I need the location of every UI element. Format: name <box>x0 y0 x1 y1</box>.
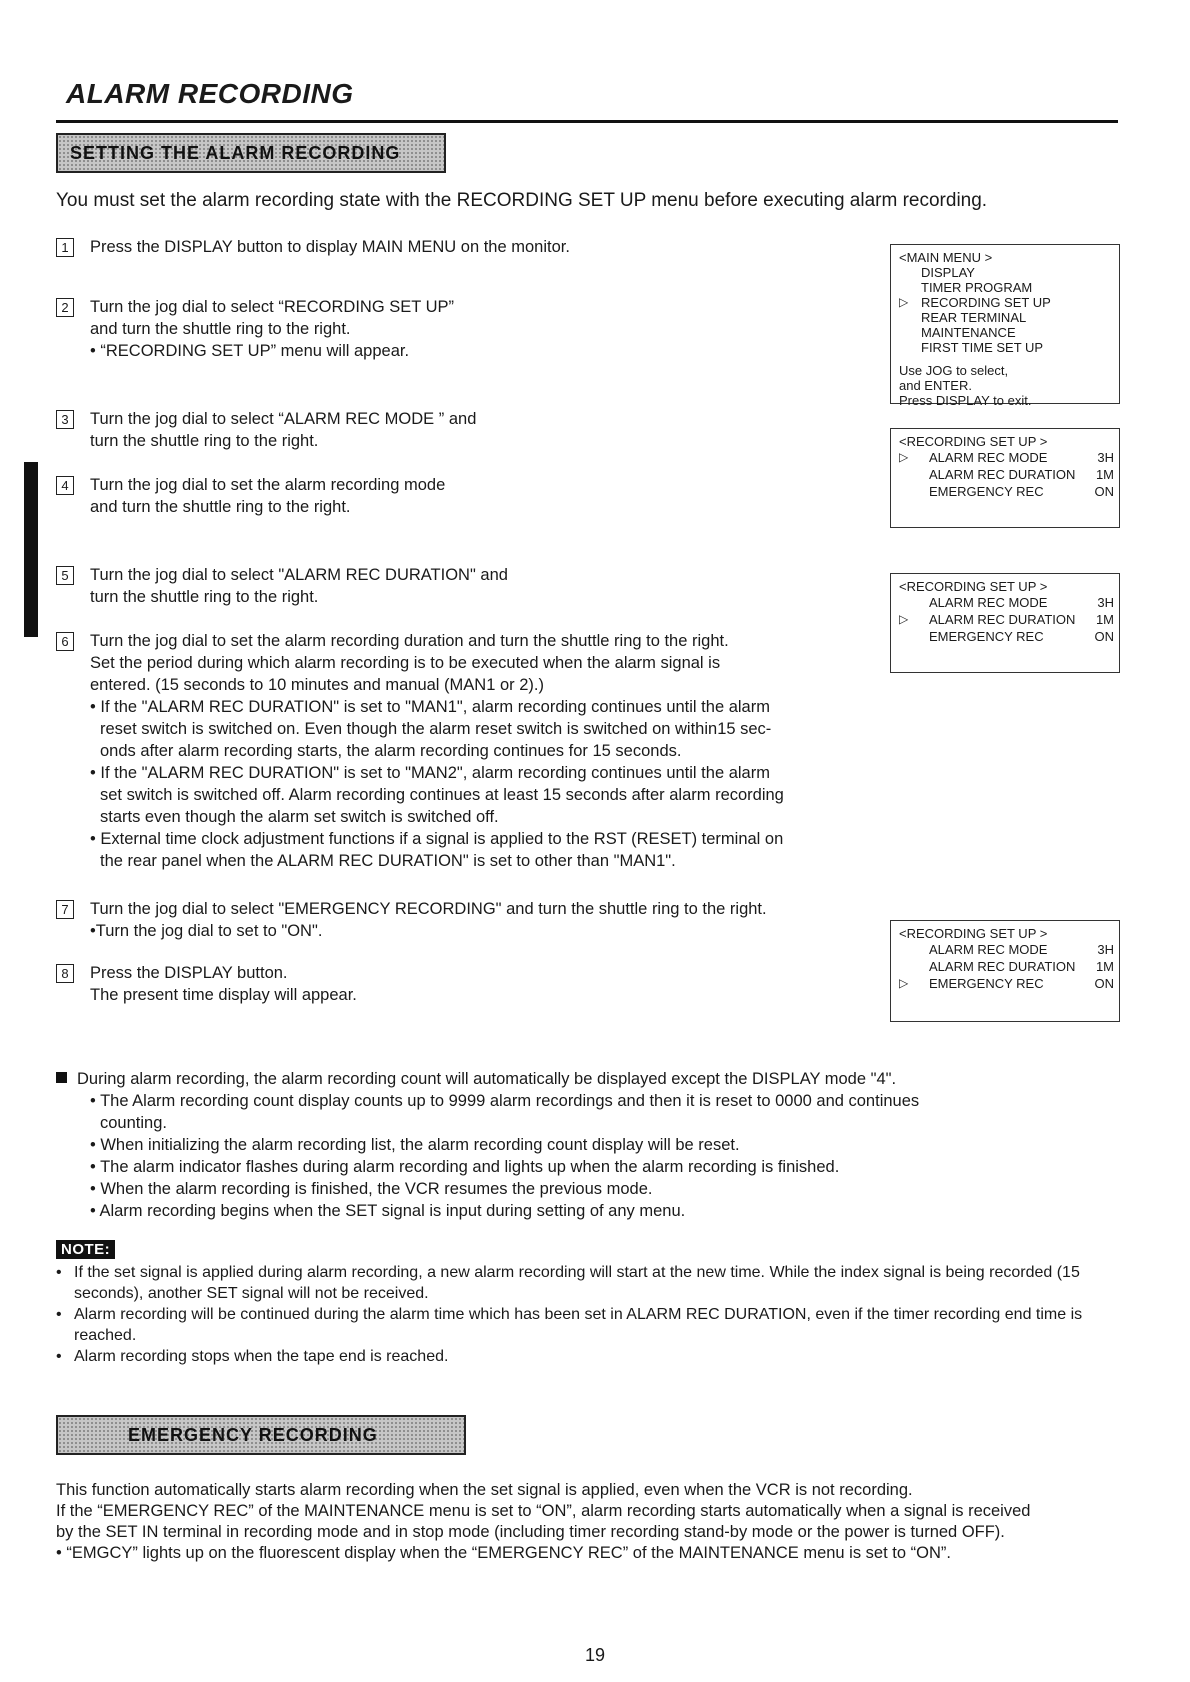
during-bullet: • The Alarm recording count display counts up to 9999 alarm recordings and then it is reset to 0000 and continues <box>90 1092 920 1110</box>
menu-item-label: RECORDING SET UP <box>921 295 1051 310</box>
step-text: starts even though the alarm set switch is switched off. <box>100 808 499 826</box>
step-text: Press the DISPLAY button to display MAIN MENU on the monitor. <box>90 238 570 256</box>
step-text: • External time clock adjustment functions if a signal is applied to the RST (RESET) terminal on <box>90 830 784 848</box>
step-text: Turn the jog dial to set the alarm recording duration and turn the shuttle ring to the right. <box>90 632 729 650</box>
step-text: onds after alarm recording starts, the alarm recording continues for 15 seconds. <box>100 742 682 760</box>
menu-help-line: Press DISPLAY to exit. <box>899 393 1032 408</box>
step-number: 5 <box>56 566 74 585</box>
step-number: 8 <box>56 964 74 983</box>
menu-row-value: 3H <box>1097 595 1114 610</box>
during-recording-section <box>56 1068 1126 1222</box>
step-number: 3 <box>56 410 74 429</box>
step-number: 4 <box>56 476 74 495</box>
note-text: Alarm recording stops when the tape end is reached. <box>74 1348 449 1365</box>
menu-help-line: and ENTER. <box>899 378 972 393</box>
menu-row-label: EMERGENCY REC <box>929 976 1044 991</box>
note-text: If the set signal is applied during alarm recording, a new alarm recording will start at the new time. While the index signal is being recorded (15 seconds), another SET signal will not be received. <box>74 1264 1080 1302</box>
step-text: entered. (15 seconds to 10 minutes and manual (MAN1 or 2).) <box>90 676 544 694</box>
menu-row-value: 1M <box>1095 612 1114 627</box>
note-item: • If the set signal is applied during alarm recording, a new alarm recording will start at the new time. While the index signal is being recorded (15 seconds), another SET signal will not be received. <box>56 1264 1080 1302</box>
step-number: 1 <box>56 238 74 257</box>
step-4 <box>56 474 856 518</box>
menu-row-label: ALARM REC MODE <box>929 450 1048 465</box>
intro-text: You must set the alarm recording state with the RECORDING SET UP menu before executing alarm recording. <box>56 190 988 211</box>
menu-row-selected <box>899 611 1119 628</box>
during-lead <box>56 1068 1126 1090</box>
cursor-arrow-icon: ▷ <box>899 976 909 990</box>
menu-item: DISPLAY <box>921 265 975 280</box>
square-bullet-icon <box>56 1072 67 1083</box>
menu-item-selected <box>899 295 1119 310</box>
menu-item: FIRST TIME SET UP <box>921 340 1044 355</box>
menu-header: <RECORDING SET UP > <box>899 434 1048 449</box>
menu-row-label: ALARM REC MODE <box>929 942 1048 957</box>
cursor-arrow-icon: ▷ <box>899 612 909 626</box>
step-text: • If the "ALARM REC DURATION" is set to "MAN1", alarm recording continues until the alarm <box>90 698 770 716</box>
step-text: set switch is switched off. Alarm recording continues at least 15 seconds after alarm recording <box>100 786 784 804</box>
menu-row-value: ON <box>1094 629 1114 644</box>
menu-row-label: ALARM REC DURATION <box>929 612 1076 627</box>
menu-row <box>899 466 1119 483</box>
recording-setup-screen-emergency <box>890 920 1120 1022</box>
menu-row <box>899 941 1119 958</box>
menu-row-value: ON <box>1094 976 1114 991</box>
menu-item: TIMER PROGRAM <box>921 280 1033 295</box>
step-text: turn the shuttle ring to the right. <box>90 588 319 606</box>
menu-row-label: EMERGENCY REC <box>929 484 1044 499</box>
menu-help-line: Use JOG to select, <box>899 363 1009 378</box>
note-item: • Alarm recording stops when the tape end is reached. <box>56 1348 449 1365</box>
step-text: Turn the jog dial to select “RECORDING SET UP” <box>90 298 455 316</box>
cursor-arrow-icon: ▷ <box>899 450 909 464</box>
step-text: Turn the jog dial to select "EMERGENCY RECORDING" and turn the shuttle ring to the right. <box>90 900 767 918</box>
step-text: Turn the jog dial to select “ALARM REC MODE ” and <box>90 410 477 428</box>
menu-row-value: 1M <box>1095 467 1114 482</box>
step-7 <box>56 898 856 942</box>
menu-item: REAR TERMINAL <box>921 310 1027 325</box>
emergency-line: • “EMGCY” lights up on the fluorescent display when the “EMERGENCY REC” of the MAINTENANCE menu is set to “ON”. <box>56 1544 951 1562</box>
menu-row <box>899 958 1119 975</box>
menu-header: <RECORDING SET UP > <box>899 579 1048 594</box>
page-title: ALARM RECORDING <box>66 78 354 109</box>
step-text: The present time display will appear. <box>90 986 357 1004</box>
emergency-line: If the “EMERGENCY REC” of the MAINTENANCE menu is set to “ON”, alarm recording starts automatically when a signal is received <box>56 1502 1031 1520</box>
emergency-line: by the SET IN terminal in recording mode and in stop mode (including timer recording stand-by mode or the power is turned OFF). <box>56 1523 1005 1541</box>
note-item: • Alarm recording will be continued during the alarm time which has been set in ALARM REC DURATION, even if the timer recording end time is reached. <box>56 1306 1083 1344</box>
during-lead-text: During alarm recording, the alarm recording count will automatically be displayed except the DISPLAY mode "4". <box>77 1070 897 1088</box>
title-rule <box>56 120 1118 123</box>
menu-help <box>899 363 1119 408</box>
section-banner-emergency <box>56 1415 466 1455</box>
step-3 <box>56 408 856 452</box>
menu-header: <MAIN MENU > <box>899 250 993 265</box>
step-5 <box>56 564 856 608</box>
margin-marker-bar <box>24 462 38 637</box>
menu-row-label: ALARM REC DURATION <box>929 959 1076 974</box>
step-text: • If the "ALARM REC DURATION" is set to "MAN2", alarm recording continues until the alarm <box>90 764 770 782</box>
menu-row-value: 1M <box>1095 959 1114 974</box>
step-text: the rear panel when the ALARM REC DURATION" is set to other than "MAN1". <box>100 852 676 870</box>
menu-row-value: 3H <box>1097 450 1114 465</box>
menu-row-label: ALARM REC DURATION <box>929 467 1076 482</box>
step-6 <box>56 630 876 872</box>
menu-row-selected <box>899 975 1119 992</box>
section-banner-label: SETTING THE ALARM RECORDING <box>70 142 401 163</box>
step-text: reset switch is switched on. Even though the alarm reset switch is switched on within15 sec- <box>100 720 772 738</box>
step-8 <box>56 962 856 1006</box>
step-number: 6 <box>56 632 74 651</box>
recording-setup-screen-mode <box>890 428 1120 528</box>
menu-row-label: ALARM REC MODE <box>929 595 1048 610</box>
step-text: •Turn the jog dial to set to "ON". <box>90 922 323 940</box>
note-list <box>56 1262 1126 1367</box>
step-text: and turn the shuttle ring to the right. <box>90 320 351 338</box>
step-2 <box>56 296 856 362</box>
note-label: NOTE: <box>56 1240 115 1259</box>
step-text: • “RECORDING SET UP” menu will appear. <box>90 342 410 360</box>
emergency-line: This function automatically starts alarm recording when the set signal is applied, even when the VCR is not recording. <box>56 1481 913 1499</box>
menu-row-value: 3H <box>1097 942 1114 957</box>
menu-row <box>899 594 1119 611</box>
menu-row <box>899 628 1119 645</box>
step-text: turn the shuttle ring to the right. <box>90 432 319 450</box>
main-menu-screen <box>890 244 1120 408</box>
during-bullet: • Alarm recording begins when the SET signal is input during setting of any menu. <box>90 1202 686 1220</box>
menu-row-label: EMERGENCY REC <box>929 629 1044 644</box>
step-text: Set the period during which alarm recording is to be executed when the alarm signal is <box>90 654 721 672</box>
section-banner-label: EMERGENCY RECORDING <box>128 1424 378 1445</box>
step-text: Press the DISPLAY button. <box>90 964 288 982</box>
menu-row-value: ON <box>1094 484 1114 499</box>
during-bullet: • When the alarm recording is finished, the VCR resumes the previous mode. <box>90 1180 653 1198</box>
section-banner-setting <box>56 133 446 173</box>
menu-item: MAINTENANCE <box>921 325 1016 340</box>
menu-row-selected <box>899 449 1119 466</box>
during-bullet: • When initializing the alarm recording list, the alarm recording count display will be reset. <box>90 1136 740 1154</box>
step-text: Turn the jog dial to set the alarm recording mode <box>90 476 446 494</box>
during-bullet: counting. <box>100 1114 167 1132</box>
during-bullet: • The alarm indicator flashes during alarm recording and lights up when the alarm recording is finished. <box>90 1158 840 1176</box>
step-text: and turn the shuttle ring to the right. <box>90 498 351 516</box>
during-bullets <box>56 1090 1126 1222</box>
note-text: Alarm recording will be continued during the alarm time which has been set in ALARM REC DURATION, even if the timer recording end time is reached. <box>74 1306 1083 1344</box>
page-number: 19 <box>584 1645 606 1665</box>
cursor-arrow-icon: ▷ <box>899 295 909 309</box>
step-number: 2 <box>56 298 74 317</box>
menu-header: <RECORDING SET UP > <box>899 926 1048 941</box>
step-1 <box>56 236 856 258</box>
recording-setup-screen-duration <box>890 573 1120 673</box>
step-number: 7 <box>56 900 74 919</box>
step-text: Turn the jog dial to select "ALARM REC DURATION" and <box>90 566 508 584</box>
emergency-text <box>56 1480 1136 1564</box>
menu-row <box>899 483 1119 500</box>
